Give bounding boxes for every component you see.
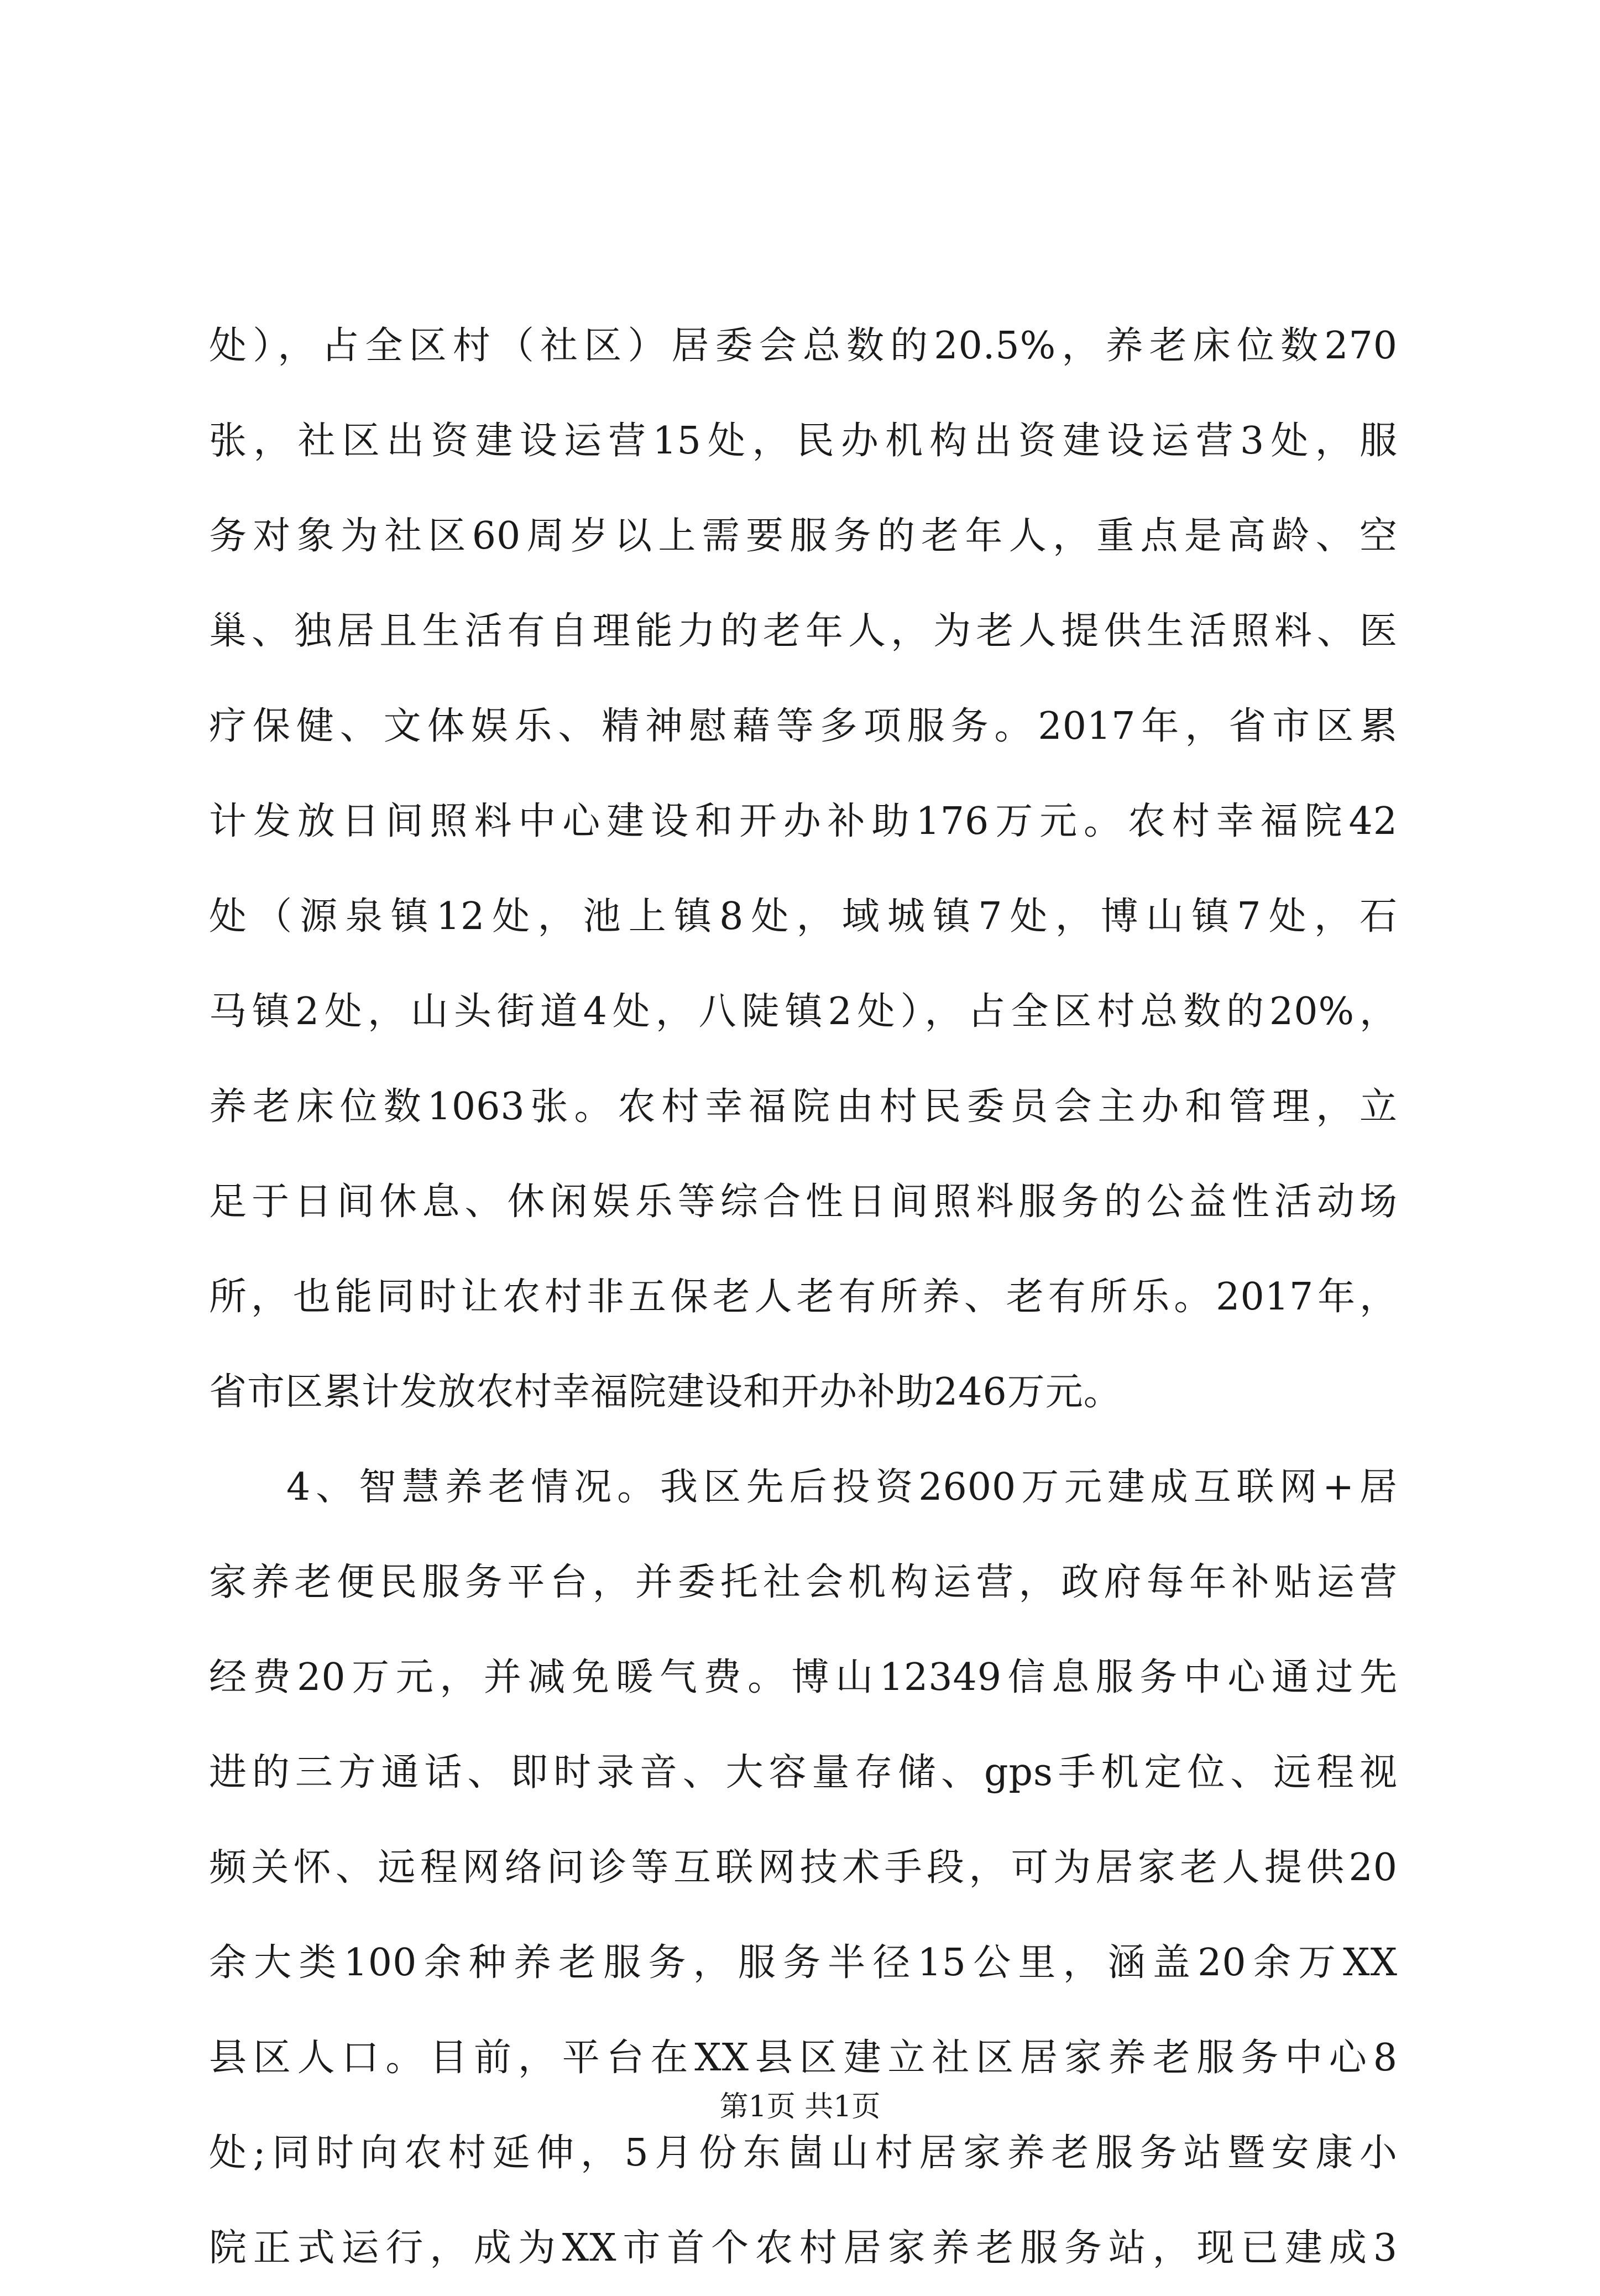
text-line: 养老床位数1063张。农村幸福院由村民委员会主办和管理，立	[209, 1085, 1398, 1129]
text-line: 经费20万元，并减免暖气费。博山12349信息服务中心通过先	[209, 1656, 1398, 1699]
text-line: 县区人口。目前，平台在XX县区建立社区居家养老服务中心8	[209, 2036, 1398, 2080]
text-line: 频关怀、远程网络问诊等互联网技术手段，可为居家老人提供20	[209, 1846, 1398, 1890]
text-line: 处;同时向农村延伸，5月份东崮山村居家养老服务站暨安康小	[209, 2131, 1398, 2175]
text-line: 院正式运行，成为XX市首个农村居家养老服务站，现已建成3	[209, 2226, 1398, 2270]
text-line: 巢、独居且生活有自理能力的老年人，为老人提供生活照料、医	[209, 609, 1398, 653]
text-line: 马镇2处，山头街道4处，八陡镇2处），占全区村总数的20%，	[209, 990, 1398, 1034]
text-line: 疗保健、文体娱乐、精神慰藉等多项服务。2017年，省市区累	[209, 705, 1398, 748]
text-line: 余大类100余种养老服务，服务半径15公里，涵盖20余万XX	[209, 1941, 1398, 1985]
text-line: 务对象为社区60周岁以上需要服务的老年人，重点是高龄、空	[209, 514, 1398, 558]
text-line: 家养老便民服务平台，并委托社会机构运营，政府每年补贴运营	[209, 1561, 1398, 1604]
text-line: 处），占全区村（社区）居委会总数的20.5%，养老床位数270	[209, 324, 1398, 368]
document-body	[209, 299, 1398, 2296]
text-line: 处（源泉镇12处，池上镇8处，域城镇7处，博山镇7处，石	[209, 895, 1398, 938]
page-number-label: 第1页 共1页	[719, 2090, 881, 2123]
paragraph-start-line: 4、智慧养老情况。我区先后投资2600万元建成互联网+居	[286, 1465, 1398, 1509]
text-line: 所，也能同时让农村非五保老人老有所养、老有所乐。2017年，	[209, 1275, 1398, 1319]
text-line: 计发放日间照料中心建设和开办补助176万元。农村幸福院42	[209, 800, 1398, 843]
text-line: 足于日间休息、休闲娱乐等综合性日间照料服务的公益性活动场	[209, 1180, 1398, 1224]
text-line: 张，社区出资建设运营15处，民办机构出资建设运营3处，服	[209, 419, 1398, 463]
text-line: 进的三方通话、即时录音、大容量存储、gps手机定位、远程视	[209, 1751, 1398, 1794]
paragraph-end-line: 省市区累计发放农村幸福院建设和开办补助246万元。	[209, 1370, 1122, 1414]
page-footer	[0, 2085, 1600, 2129]
